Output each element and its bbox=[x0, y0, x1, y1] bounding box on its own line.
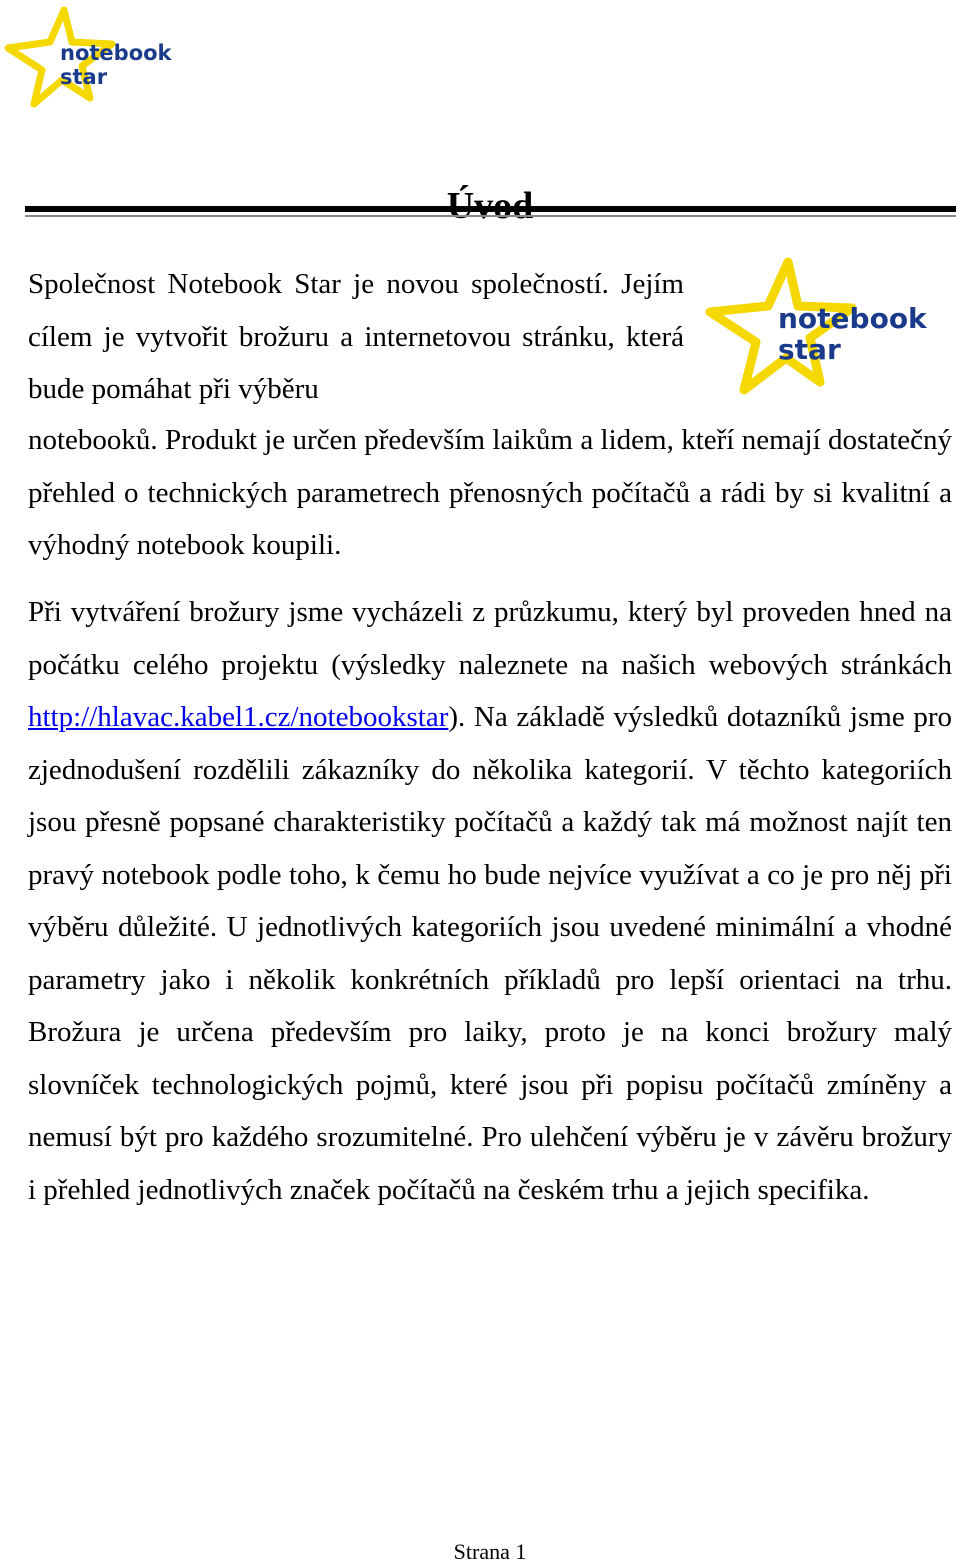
survey-text-after-link: ). Na základě výsledků dotazníků jsme pro zjednodušení rozdělili zákazníky do několika kategorií. V těchto kategoriích jsou přesně popsané charakteristiky počítačů a každý tak má možnost najít ten pravý notebook podle toho, k čemu ho bude nejvíce využívat a co je pro něj při výběru důležité. U jednotlivých kategoriích jsou uvedené minimální a vhodné parametry jako i několik konkrétních příkladů pro lepší orientaci na trhu. Brožura je určena především pro laiky, proto je na konci brožury malý slovníček technologických pojmů, které jsou při popisu počítačů zmíněny a nemusí být pro každého srozumitelné. Pro ulehčení výběru je v závěru brožury i přehled jednotlivých značek počítačů na českém trhu a jejich specifika. bbox=[28, 701, 952, 1206]
notebook-star-logo bbox=[6, 8, 172, 106]
intro-paragraph-part1: Společnost Notebook Star je novou společností. Jejím cílem je vytvořit brožuru a internetovou stránku, která bude pomáhat při výběru bbox=[28, 268, 684, 405]
survey-results-link[interactable]: http://hlavac.kabel1.cz/notebookstar bbox=[28, 701, 449, 733]
star-icon bbox=[6, 8, 172, 106]
survey-paragraph bbox=[28, 586, 952, 1216]
intro-paragraph-part2: notebooků. Produkt je určen především laikům a lidem, kteří nemají dostatečný přehled o technických parametrech přenosných počítačů a rádi by si kvalitní a výhodný notebook koupili. bbox=[28, 424, 952, 561]
logo-text-notebook: notebook bbox=[60, 41, 172, 65]
logo-text-star: star bbox=[778, 333, 841, 366]
notebook-star-logo-inline bbox=[706, 258, 927, 394]
page-number: Strana 1 bbox=[453, 1539, 527, 1564]
title-divider bbox=[25, 206, 956, 212]
star-icon bbox=[706, 258, 927, 394]
logo-text-star: star bbox=[60, 65, 108, 89]
logo-text-notebook: notebook bbox=[778, 302, 927, 335]
survey-text-before-link: Při vytváření brožury jsme vycházeli z průzkumu, který byl proveden hned na počátku celého projektu (výsledky naleznete na našich webových stránkách bbox=[28, 596, 952, 681]
